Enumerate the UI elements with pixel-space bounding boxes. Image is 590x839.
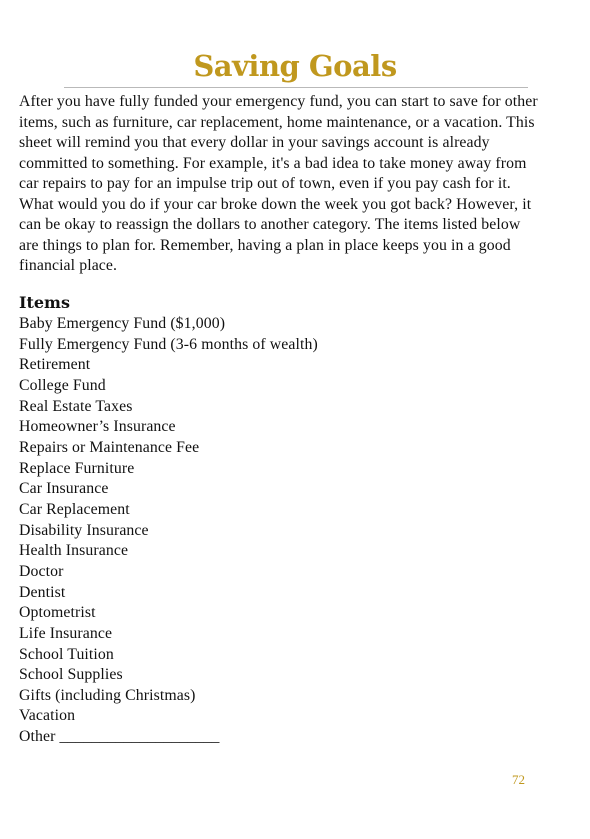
list-item: Car Replacement (19, 500, 130, 518)
list-item: Dentist (19, 583, 66, 601)
items-heading: Items (19, 293, 70, 312)
list-item: Optometrist (19, 604, 96, 622)
list-item: Repairs or Maintenance Fee (19, 438, 200, 456)
list-item: College Fund (19, 376, 106, 394)
list-item: Other ____________________ (19, 728, 220, 746)
list-item: Retirement (19, 356, 91, 374)
list-item: Real Estate Taxes (19, 397, 133, 415)
list-item: School Supplies (19, 666, 123, 684)
list-item: Life Insurance (19, 624, 113, 642)
intro-paragraph: After you have fully funded your emergency fund, you can start to save for other items, such as furniture, car replacement, home maintenance, or a vacation. This sheet will remind you that every dollar in your savings account is already committed to something. For example, it's a bad idea to take money away from car repairs to pay for an impulse trip out of town, even if you pay cash for it. What would you do if your car broke down the week you got back? However, it can be okay to reassign the dollars to another category. The items listed below are things to plan for. Remember, having a plan in place keeps you in a good financial place. (19, 93, 538, 274)
list-item: Fully Emergency Fund (3-6 months of wealth) (19, 335, 318, 353)
list-item: School Tuition (19, 645, 114, 663)
list-item: Doctor (19, 562, 64, 580)
page-number: 72 (512, 772, 525, 787)
items-list (19, 314, 318, 748)
title-divider (64, 87, 528, 88)
list-item: Gifts (including Christmas) (19, 686, 196, 704)
list-item: Replace Furniture (19, 459, 135, 477)
list-item: Car Insurance (19, 480, 109, 498)
page-title: Saving Goals (193, 49, 397, 83)
list-item: Homeowner’s Insurance (19, 418, 176, 436)
list-item: Baby Emergency Fund ($1,000) (19, 315, 226, 332)
list-item: Vacation (19, 707, 76, 725)
list-item: Disability Insurance (19, 521, 149, 539)
list-item: Health Insurance (19, 542, 129, 560)
